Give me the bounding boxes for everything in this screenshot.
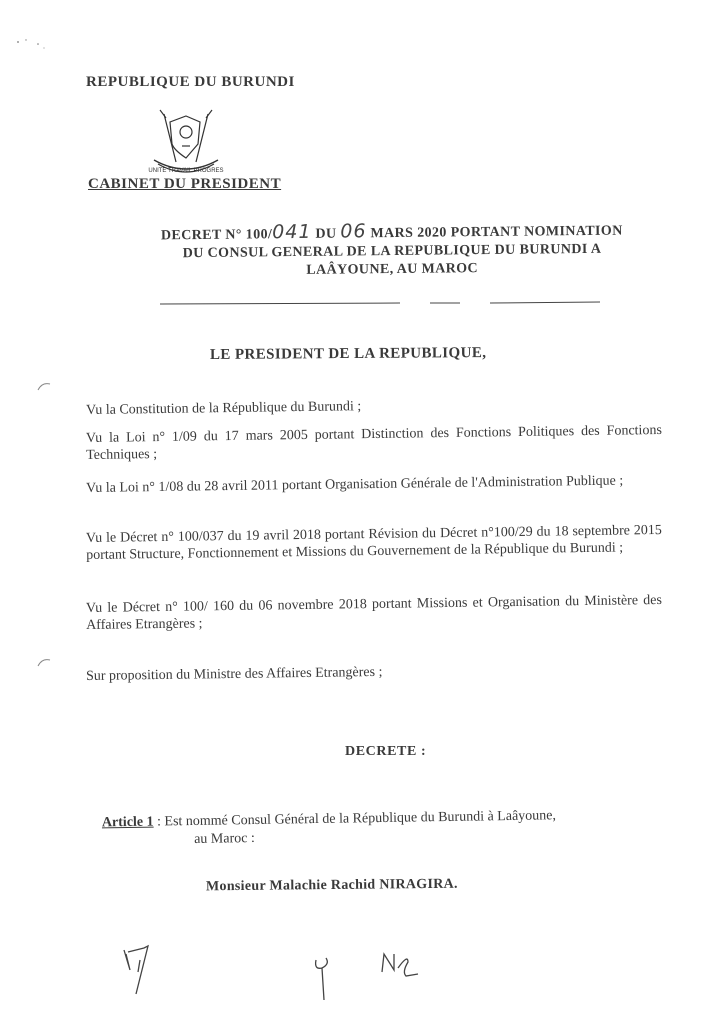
article-1-label: Article 1 [101,814,154,831]
decrete-heading: DECRETE : [345,744,427,759]
coat-of-arms-motto: UNITE TRAVAIL PROGRES [148,168,224,174]
decree-title-line3: LAÂYOUNE, AU MAROC [306,261,479,278]
decree-prefix: DECRET N° 100/ [160,227,273,244]
consideration-4: Vu le Décret n° 100/037 du 19 avril 2018 portant Révision du Décret n°100/29 du 18 septembre 2015 portant Structure, Fonctionnement et Missions du Gouvernement de la République du Burundi ; [85,522,662,564]
decree-title [92,219,693,282]
consideration-5: Vu le Décret n° 100/ 160 du 06 novembre 2018 portant Missions et Organisation du Ministère des Affaires Etrangères ; [85,592,662,634]
president-heading: LE PRESIDENT DE LA REPUBLIQUE, [209,345,487,363]
handwritten-initials-icon [120,940,180,1000]
appointee-name: Monsieur Malachie Rachid NIRAGIRA. [205,876,458,895]
consideration-1: Vu la Constitution de la République du Burundi ; [85,399,362,419]
article-1-text-line2: au Maroc : [194,831,255,847]
article-1-text-line1: : Est nommé Consul Général de la République du Burundi à Laâyoune, [153,808,557,830]
handwritten-initials-icon [312,956,334,1002]
cabinet-name: CABINET DU PRESIDENT [88,176,282,192]
article-1 [102,806,662,851]
handwritten-initials-icon [378,950,422,984]
consideration-3: Vu la Loi n° 1/08 du 28 avril 2011 portant Organisation Générale de l'Administration Publique ; [85,473,624,497]
consideration-6: Sur proposition du Ministre des Affaires Etrangères ; [85,664,383,685]
decree-title-line1-rest: MARS 2020 PORTANT NOMINATION [370,223,623,242]
burundi-coat-of-arms-icon [146,106,226,178]
decree-title-line2: DU CONSUL GENERAL DE LA REPUBLIQUE DU BURUNDI A [182,241,602,262]
decree-number-handwritten: 041 [272,220,312,244]
decree-day-handwritten: 06 [340,220,367,243]
punch-hole-mark [36,656,52,668]
scan-speck-marks [14,36,54,56]
punch-hole-mark [36,380,52,392]
republic-name: REPUBLIQUE DU BURUNDI [86,74,295,90]
title-separator [160,300,600,306]
decree-day-prefix: DU [315,226,337,242]
consideration-2: Vu la Loi n° 1/09 du 17 mars 2005 portant Distinction des Fonctions Politiques des Fonctions Techniques ; [85,422,662,464]
